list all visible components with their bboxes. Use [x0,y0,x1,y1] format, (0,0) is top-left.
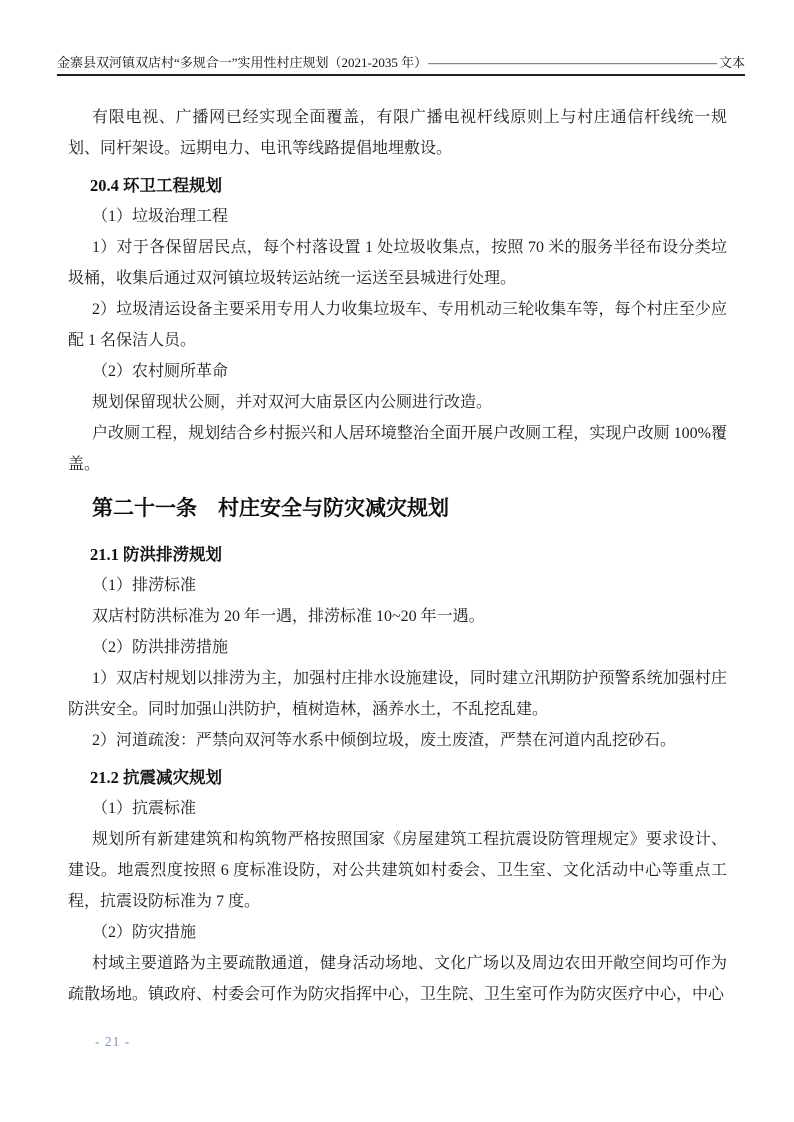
header-doc-type: 文本 [718,55,745,70]
paragraph: 2）垃圾清运设备主要采用专用人力收集垃圾车、专用机动三轮收集车等，每个村庄至少应配 1 名保洁人员。 [68,301,727,349]
section-heading: 21.2 抗震减灾规划 [90,768,222,787]
page-number: - 21 - [95,1034,131,1049]
paragraph: 村域主要道路为主要疏散通道，健身活动场地、文化广场以及周边农田开敞空间均可作为疏散场地。镇政府、村委会可作为防灾指挥中心，卫生院、卫生室可作为防灾医疗中心，中心 [68,955,727,1003]
section-heading: 21.1 防洪排涝规划 [90,545,222,564]
paragraph: 2）河道疏浚：严禁向双河等水系中倾倒垃圾，废土废渣，严禁在河道内乱挖砂石。 [92,732,677,749]
page-header [57,52,745,76]
paragraph: 有限电视、广播网已经实现全面覆盖，有限广播电视杆线原则上与村庄通信杆线统一规划、同杆架设。远期电力、电讯等线路提倡地埋敷设。 [68,109,727,157]
paragraph: 规划所有新建建筑和构筑物严格按照国家《房屋建筑工程抗震设防管理规定》要求设计、建设。地震烈度按照 6 度标准设防，对公共建筑如村委会、卫生室、文化活动中心等重点工程，抗震设防标准为 7 度。 [68,831,727,910]
header-title: 金寨县双河镇双店村“多规合一”实用性村庄规划（2021-2035 年） [57,55,428,70]
paragraph: （1）垃圾治理工程 [92,208,229,225]
paragraph: 户改厕工程，规划结合乡村振兴和人居环境整治全面开展户改厕工程，实现户改厕 100%覆盖。 [68,425,727,473]
paragraph: 1）对于各保留居民点，每个村落设置 1 处垃圾收集点，按照 70 米的服务半径布设分类垃圾桶，收集后通过双河镇垃圾转运站统一运送至县城进行处理。 [68,239,727,287]
paragraph: （2）农村厕所革命 [92,363,229,380]
paragraph: 双店村防洪标准为 20 年一遇，排涝标准 10~20 年一遇。 [92,608,485,625]
paragraph: 1）双店村规划以排涝为主，加强村庄排水设施建设，同时建立汛期防护预警系统加强村庄防洪安全。同时加强山洪防护，植树造林，涵养水土，不乱挖乱建。 [68,670,727,718]
document-body [68,102,727,1010]
paragraph: （1）排涝标准 [92,577,197,594]
section-heading: 20.4 环卫工程规划 [90,176,222,195]
paragraph: （2）防灾措施 [92,924,197,941]
chapter-heading: 第二十一条 村庄安全与防灾减灾规划 [92,496,449,520]
header-leader-line: ———————————————————————— [428,55,717,70]
paragraph: 规划保留现状公厕，并对双河大庙景区内公厕进行改造。 [92,394,493,411]
paragraph: （2）防洪排涝措施 [92,639,229,656]
paragraph: （1）抗震标准 [92,800,197,817]
